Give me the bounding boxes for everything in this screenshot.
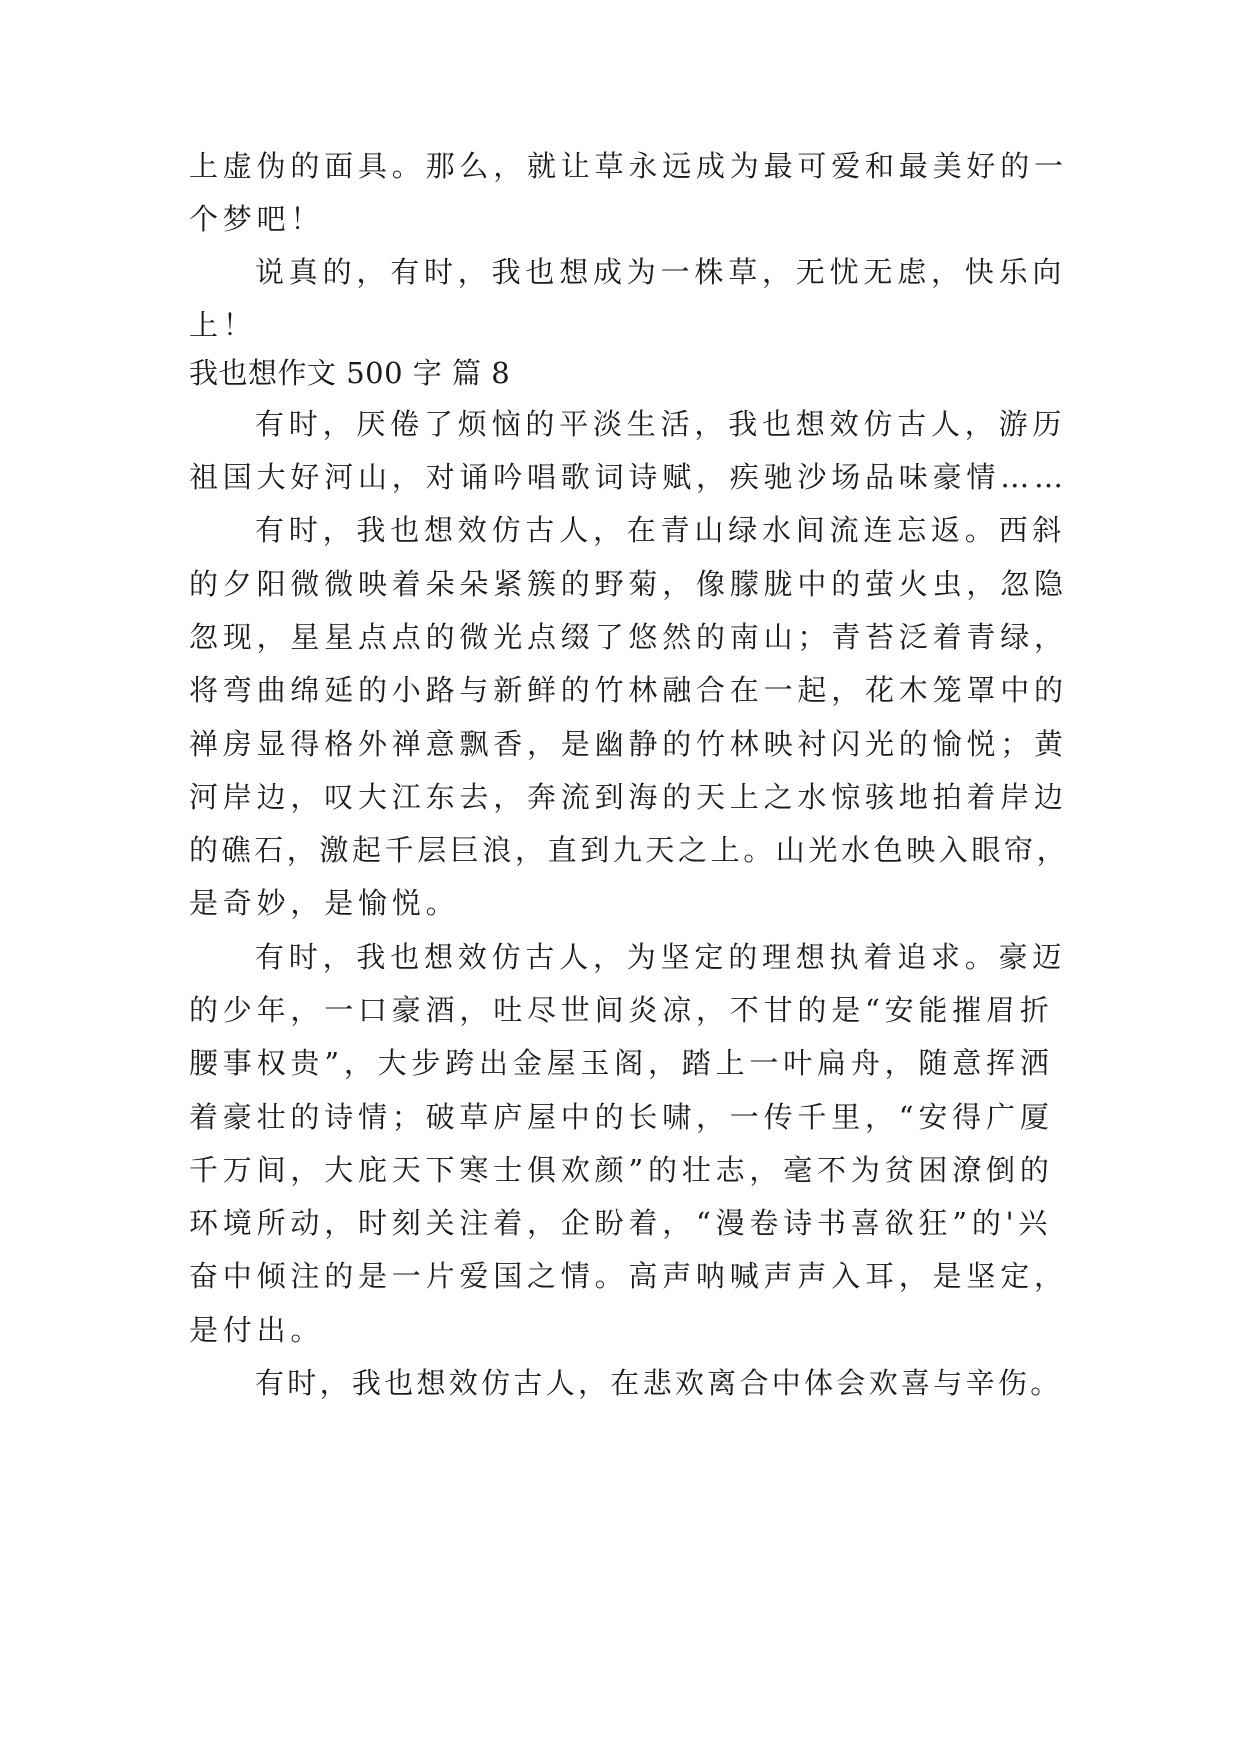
paragraph-first-line: 有时，我也想效仿古人，为坚定的理想执着追求。豪迈 [255, 940, 1067, 974]
text-line: 河岸边，叹大江东去，奔流到海的天上之水惊骇地拍着岸边 [189, 780, 1068, 814]
paragraph-first-line: 有时，我也想效仿古人，在青山绿水间流连忘返。西斜 [255, 513, 1067, 547]
text-line: 的夕阳微微映着朵朵紧簇的野菊，像朦胧中的萤火虫，忽隐 [189, 567, 1068, 601]
text-line: 千万间，大庇天下寒士俱欢颜”的壮志，毫不为贫困潦倒的 [189, 1153, 1054, 1187]
text-line: 是奇妙，是愉悦。 [189, 886, 460, 920]
section-heading: 我也想作文 500 字 篇 8 [189, 356, 511, 390]
text-line: 奋中倾注的是一片爱国之情。高声呐喊声声入耳，是坚定， [189, 1259, 1068, 1293]
text-line: 个梦吧！ [189, 202, 325, 236]
text-line: 环境所动，时刻关注着，企盼着，“漫卷诗书喜欲狂”的'兴 [189, 1206, 1053, 1240]
text-line: 将弯曲绵延的小路与新鲜的竹林融合在一起，花木笼罩中的 [189, 673, 1068, 707]
text-line: 腰事权贵”，大步跨出金屋玉阁，踏上一叶扁舟，随意挥洒 [189, 1046, 1054, 1080]
text-line: 忽现，星星点点的微光点缀了悠然的南山；青苔泛着青绿， [189, 620, 1068, 654]
paragraph-first-line: 说真的，有时，我也想成为一株草，无忧无虑，快乐向 [255, 255, 1067, 289]
text-line: 上！ [189, 308, 257, 342]
text-line: 着豪壮的诗情；破草庐屋中的长啸，一传千里，“安得广厦 [189, 1100, 1054, 1134]
text-line: 的礁石，激起千层巨浪，直到九天之上。山光水色映入眼帘， [189, 833, 1070, 867]
paragraph-first-line: 有时，我也想效仿古人，在悲欢离合中体会欢喜与辛伤。 [255, 1366, 1063, 1400]
text-line: 的少年，一口豪酒，吐尽世间炎凉，不甘的是“安能摧眉折 [189, 993, 1054, 1027]
paragraph-first-line: 有时，厌倦了烦恼的平淡生活，我也想效仿古人，游历 [255, 407, 1067, 441]
text-line: 上虚伪的面具。那么，就让草永远成为最可爱和最美好的一 [189, 149, 1068, 183]
text-line: 禅房显得格外禅意飘香，是幽静的竹林映衬闪光的愉悦；黄 [189, 727, 1068, 761]
text-line: 是付出。 [189, 1313, 325, 1347]
text-line: 祖国大好河山，对诵吟唱歌词诗赋，疾驰沙场品味豪情…… [189, 460, 1068, 494]
